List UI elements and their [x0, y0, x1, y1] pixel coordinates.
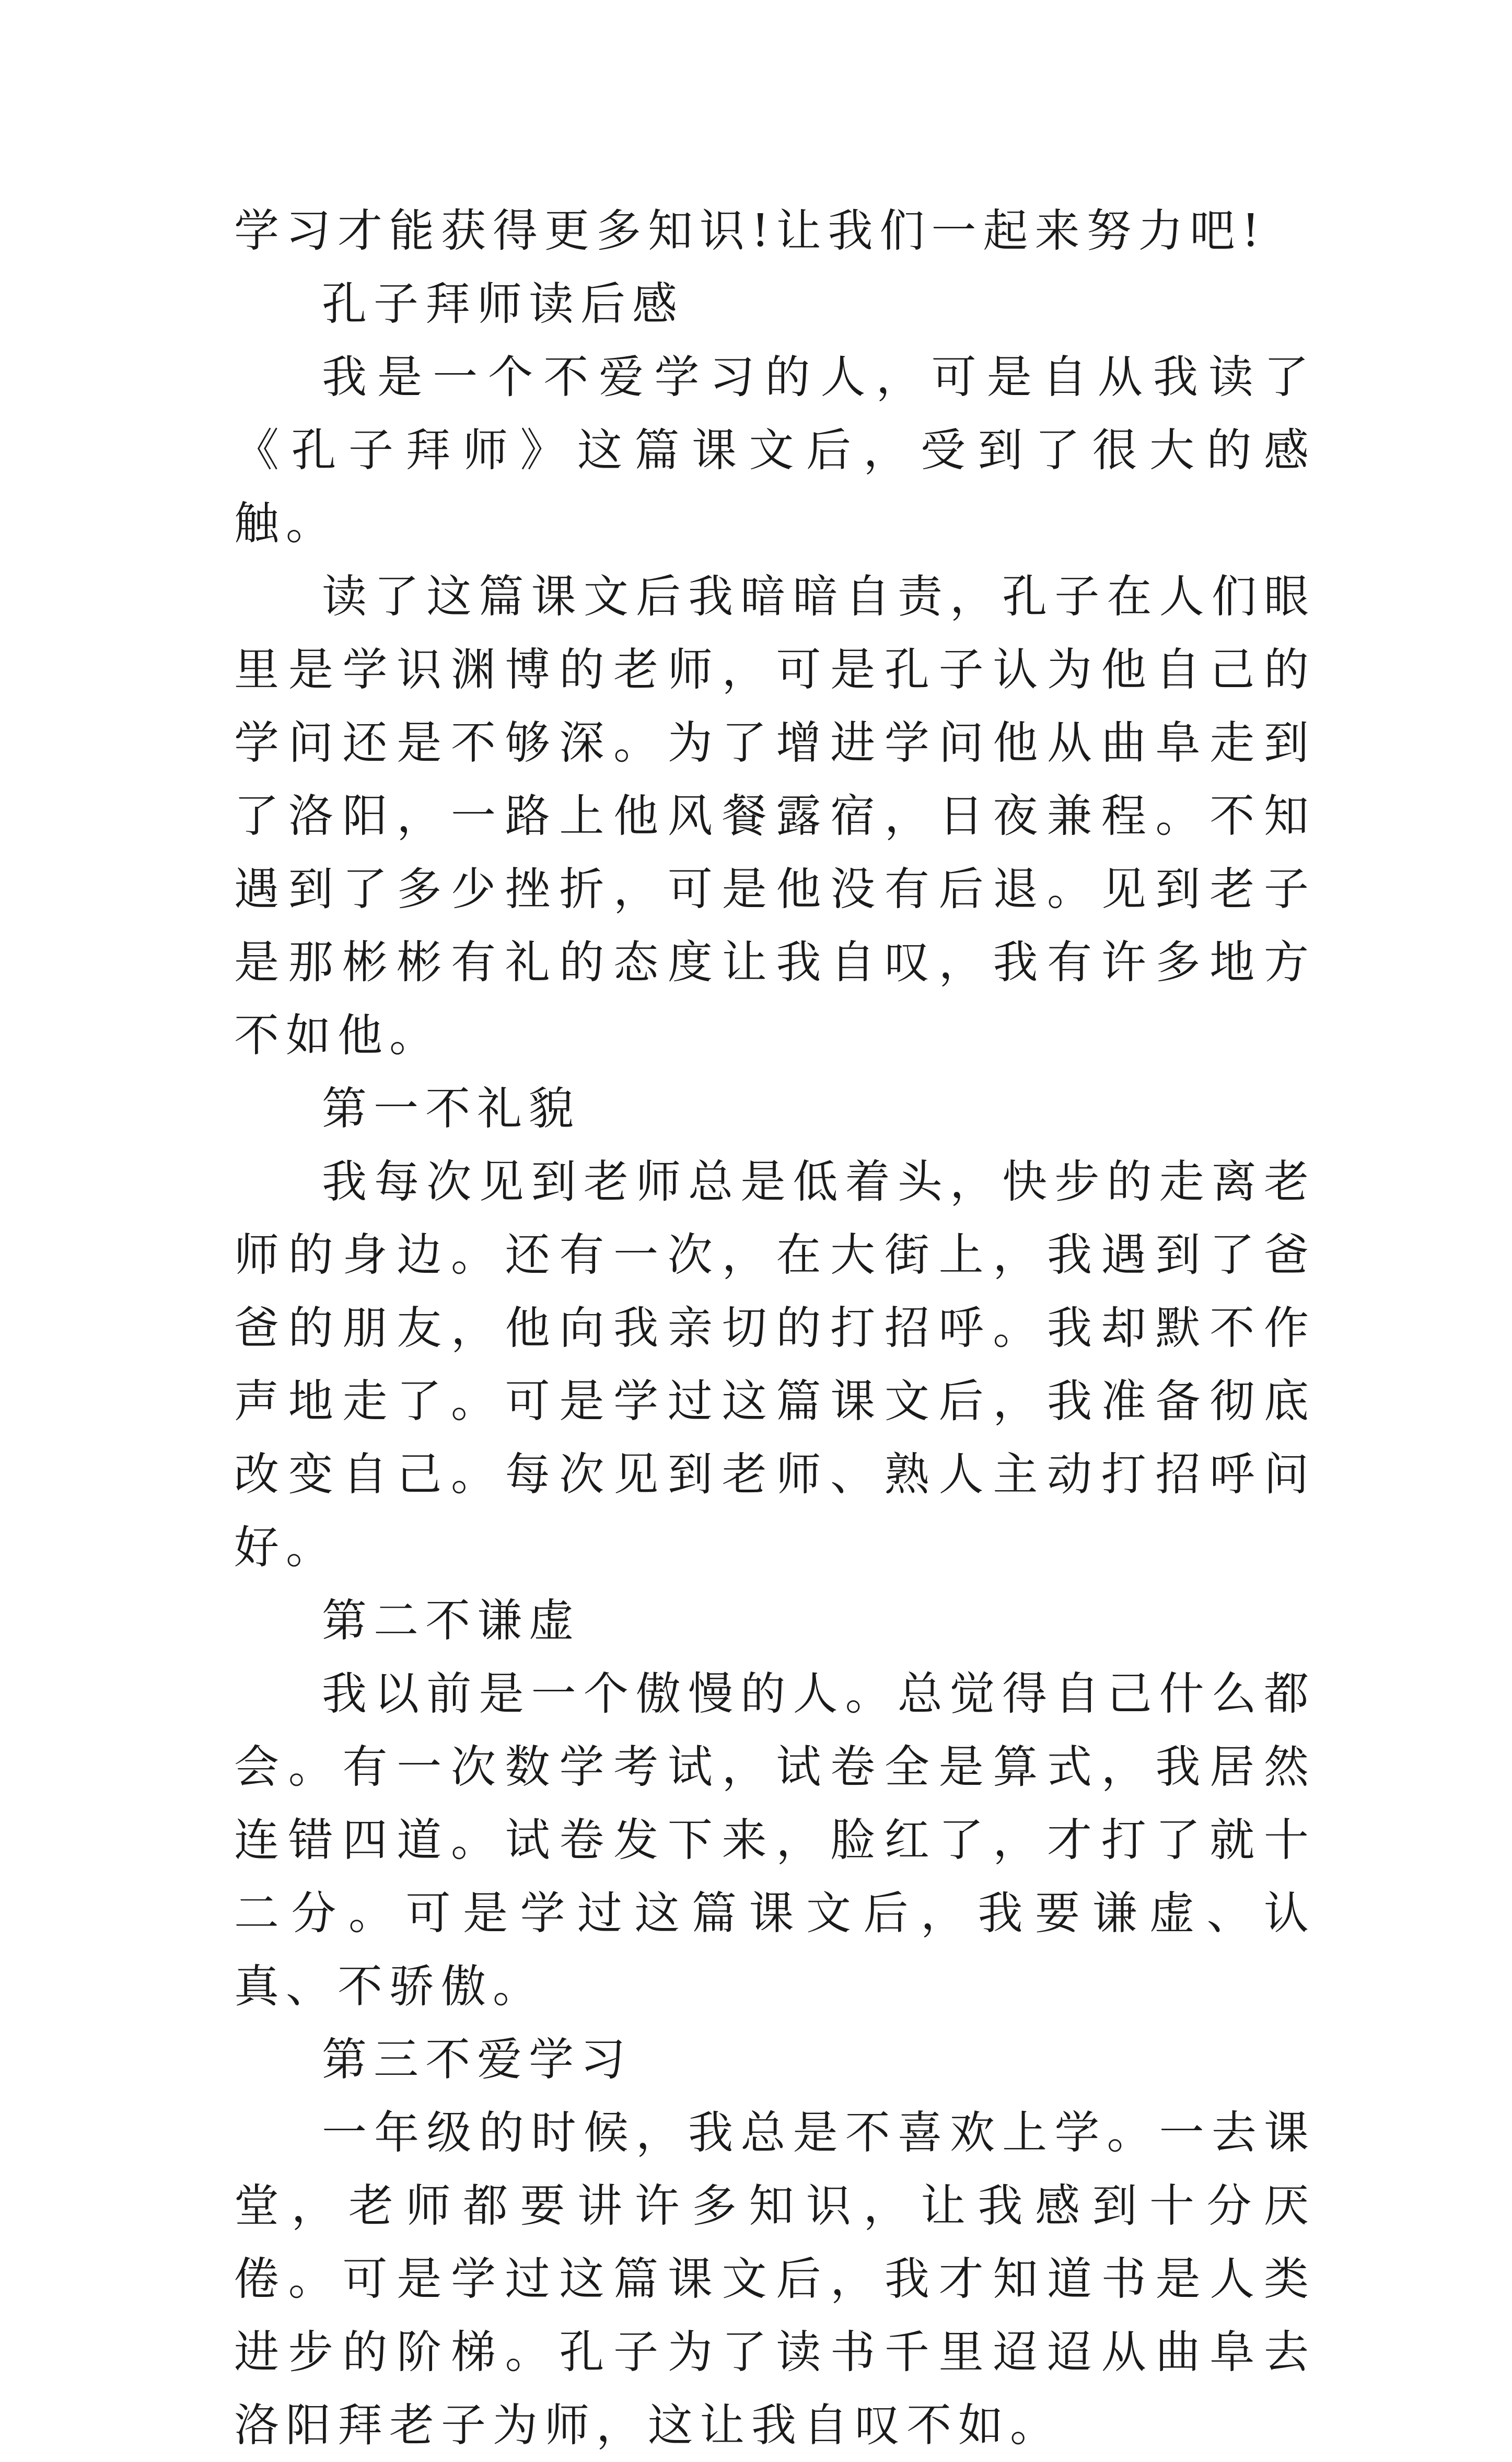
paragraph-second: 我以前是一个傲慢的人。总觉得自己什么都会。有一次数学考试，试卷全是算式，我居然连错四道。试卷发下来，脸红了，才打了就十二分。可是学过这篇课文后，我要谦虚、认真、不骄傲。	[234, 1668, 1316, 2013]
section-heading-first: 第一不礼貌	[322, 1083, 580, 1135]
paragraph-reflection: 读了这篇课文后我暗暗自责，孔子在人们眼里是学识渊博的老师，可是孔子认为他自己的学问还是不够深。为了增进学问他从曲阜走到了洛阳，一路上他风餐露宿，日夜兼程。不知遇到了多少挫折，可是他没有后退。见到老子是那彬彬有礼的态度让我自叹，我有许多地方不如他。	[234, 571, 1316, 1062]
document-body	[234, 194, 1316, 2462]
paragraph-intro: 我是一个不爱学习的人，可是自从我读了《孔子拜师》这篇课文后，受到了很大的感触。	[234, 351, 1316, 550]
paragraph-first: 我每次见到老师总是低着头，快步的走离老师的身边。还有一次，在大街上，我遇到了爸爸的朋友，他向我亲切的打招呼。我却默不作声地走了。可是学过这篇课文后，我准备彻底改变自己。每次见到老师、熟人主动打招呼问好。	[234, 1156, 1316, 1574]
essay-title: 孔子拜师读后感	[322, 278, 684, 330]
section-heading-second: 第二不谦虚	[322, 1595, 580, 1647]
paragraph-closing-line: 学习才能获得更多知识!让我们一起来努力吧!	[234, 205, 1267, 257]
section-heading-third: 第三不爱学习	[322, 2034, 632, 2086]
paragraph-third: 一年级的时候，我总是不喜欢上学。一去课堂，老师都要讲许多知识，让我感到十分厌倦。可是学过这篇课文后，我才知道书是人类进步的阶梯。孔子为了读书千里迢迢从曲阜去洛阳拜老子为师，这让我自叹不如。	[234, 2107, 1316, 2452]
